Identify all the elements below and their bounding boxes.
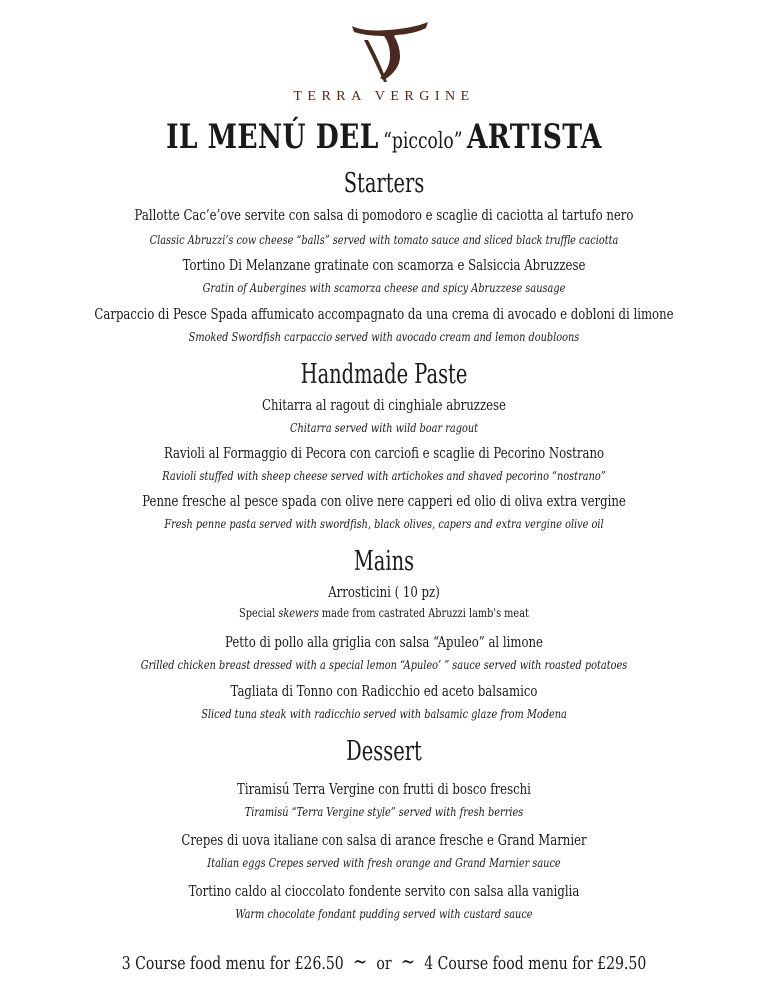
title-part-2: “piccolo”	[383, 129, 463, 154]
or-word: or	[376, 953, 392, 974]
dish-name: Pallotte Cac’e’ove servite con salsa di pomodoro e scaglie di caciotta al tartufo nero	[134, 206, 634, 224]
price-footer	[84, 950, 683, 975]
dish-description: Ravioli stuffed with sheep cheese served with artichokes and shaved pecorino “nostrano”	[162, 468, 606, 483]
dish-description: Chitarra served with wild boar ragout	[289, 420, 479, 435]
dish-name: Ravioli al Formaggio di Pecora con carciofi e scaglie di Pecorino Nostrano	[163, 444, 605, 462]
offer-3-course: 3 Course food menu for £26.50	[121, 953, 344, 974]
title-part-1: IL MENÚ DEL	[166, 117, 379, 157]
dish-description: Sliced tuna steak with radicchio served with balsamic glaze from Modena	[201, 706, 567, 721]
offer-4-course: 4 Course food menu for £29.50	[424, 953, 647, 974]
dish-name: Penne fresche al pesce spada con olive nere capperi ed olio di oliva extra vergine	[142, 492, 626, 510]
dish-name: Tortino Di Melanzane gratinate con scamorza e Salsiccia Abruzzese	[182, 256, 586, 274]
dish-name: Carpaccio di Pesce Spada affumicato accompagnato da una crema di avocado e dobloni di limone	[94, 305, 674, 323]
dish-description: Italian eggs Crepes served with fresh orange and Grand Marnier sauce	[207, 855, 561, 870]
dish-description	[84, 605, 683, 620]
tilde-separator: ~	[400, 950, 416, 975]
section-title-mains: Mains	[353, 546, 415, 577]
page-title	[84, 117, 683, 157]
dish-description: Warm chocolate fondant pudding served with custard sauce	[235, 906, 533, 921]
dish-name: Chitarra al ragout di cinghiale abruzzese	[262, 396, 506, 414]
dish-description: Smoked Swordfish carpaccio served with avocado cream and lemon doubloons	[188, 329, 580, 344]
dish-name: Tiramisú Terra Vergine con frutti di bosco freschi	[237, 780, 531, 798]
dish-description: Gratin of Aubergines with scamorza cheese and spicy Abruzzese sausage	[202, 280, 566, 295]
section-title-paste: Handmade Paste	[300, 359, 468, 390]
dish-description: Classic Abruzzi’s cow cheese “balls” served with tomato sauce and sliced black truffle caciotta	[149, 232, 619, 247]
section-title-dessert: Dessert	[346, 736, 422, 767]
tilde-separator: ~	[352, 950, 368, 975]
dish-name: Crepes di uova italiane con salsa di arance fresche e Grand Marnier	[181, 831, 587, 849]
dish-description: Tiramisú “Terra Vergine style” served with fresh berries	[244, 804, 524, 819]
dish-description: Fresh penne pasta served with swordfish, black olives, capers and extra vergine olive oil	[164, 516, 604, 531]
desc-post: made from castrated Abruzzi lamb's meat	[318, 605, 529, 620]
section-title-starters: Starters	[343, 168, 425, 199]
dish-name: Tagliata di Tonno con Radicchio ed aceto balsamico	[230, 682, 538, 700]
dish-name: Tortino caldo al cioccolato fondente servito con salsa alla vaniglia	[188, 882, 580, 900]
dish-name: Arrosticini ( 10 pz)	[328, 583, 440, 601]
dish-name: Petto di pollo alla griglia con salsa “Apuleo” al limone	[225, 633, 543, 651]
brand-name: TERRA VERGINE	[293, 89, 475, 104]
tv-monogram-icon	[344, 18, 434, 88]
desc-emphasis: skewers	[278, 605, 319, 620]
dish-description: Grilled chicken breast dressed with a special lemon “Apuleo’ ” sauce served with roasted potatoes	[140, 657, 628, 672]
title-part-3: ARTISTA	[466, 117, 602, 157]
desc-pre: Special	[239, 605, 279, 620]
